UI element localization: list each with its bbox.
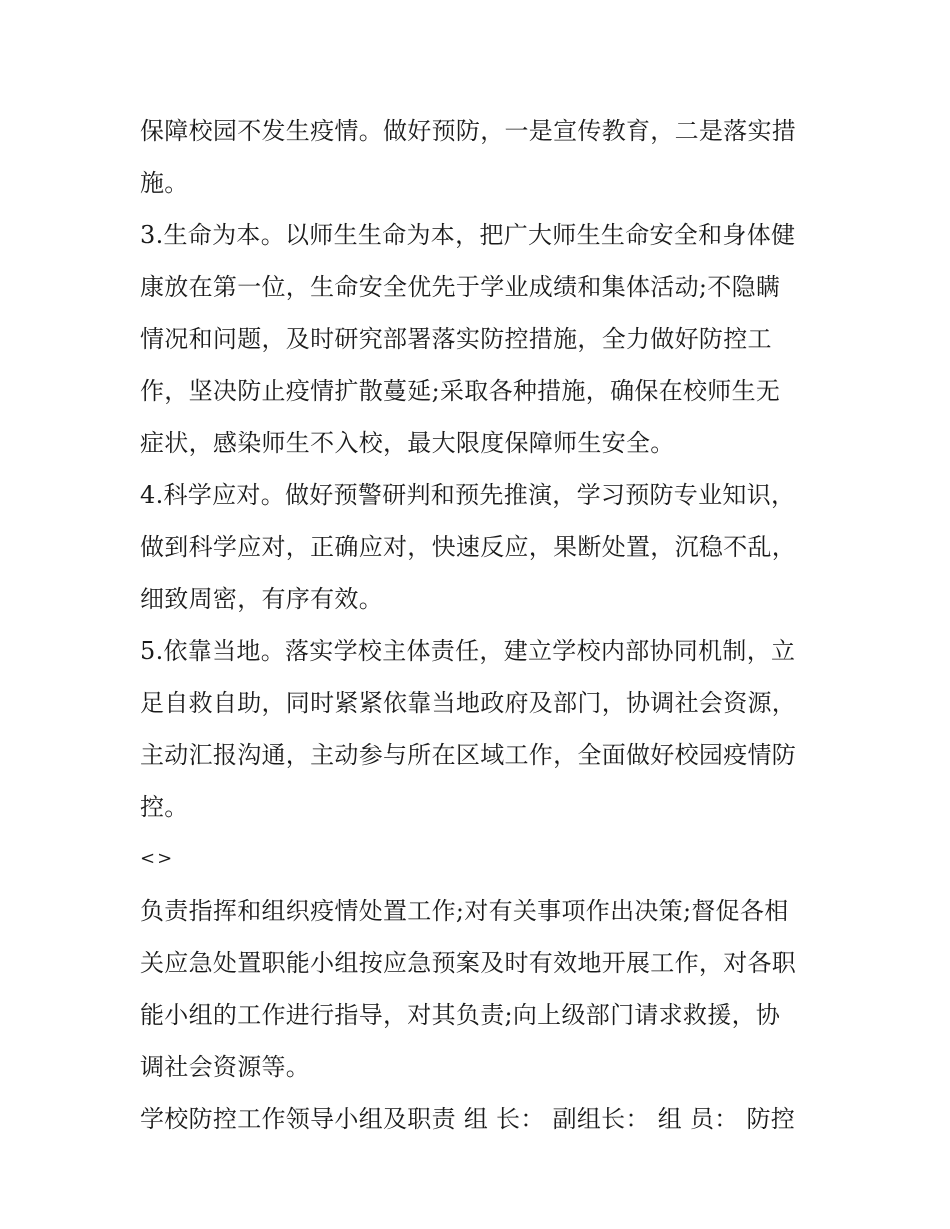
text-line-7: 症状，感染师生不入校，最大限度保障师生安全。 [140,429,675,457]
text-line-14: 控。 [140,793,189,821]
text-line-6: 作，坚决防止疫情扩散蔓延;采取各种措施，确保在校师生无 [140,377,781,405]
text-line-12: 足自救自助，同时紧紧依靠当地政府及部门，协调社会资源， [140,689,797,717]
text-line-10: 细致周密，有序有效。 [140,585,383,613]
text-line-15-marker: <> [140,848,175,869]
text-line-1: 保障校园不发生疫情。做好预防，一是宣传教育，二是落实措 [140,117,797,145]
document-body [140,105,820,1145]
text-line-13: 主动汇报沟通，主动参与所在区域工作，全面做好校园疫情防 [140,741,797,769]
text-line-5: 情况和问题，及时研究部署落实防控措施，全力做好防控工 [140,325,772,353]
text-line-17: 关应急处置职能小组按应急预案及时有效地开展工作，对各职 [140,949,797,977]
text-line-19: 调社会资源等。 [140,1053,311,1081]
text-line-11: 5.依靠当地。落实学校主体责任，建立学校内部协同机制，立 [140,637,796,665]
text-line-4: 康放在第一位，生命安全优先于学业成绩和集体活动;不隐瞒 [140,273,781,301]
text-line-18: 能小组的工作进行指导，对其负责;向上级部门请求救援，协 [140,1001,781,1029]
text-line-2: 施。 [140,169,189,197]
text-line-9: 做到科学应对，正确应对，快速反应，果断处置，沉稳不乱， [140,533,797,561]
text-line-16: 负责指挥和组织疫情处置工作;对有关事项作出决策;督促各相 [140,897,789,925]
text-line-20: 学校防控工作领导小组及职责 组 长： 副组长： 组 员： 防控 [140,1105,796,1133]
text-line-8: 4.科学应对。做好预警研判和预先推演，学习预防专业知识， [140,481,796,509]
text-line-3: 3.生命为本。以师生生命为本，把广大师生生命安全和身体健 [140,221,796,249]
